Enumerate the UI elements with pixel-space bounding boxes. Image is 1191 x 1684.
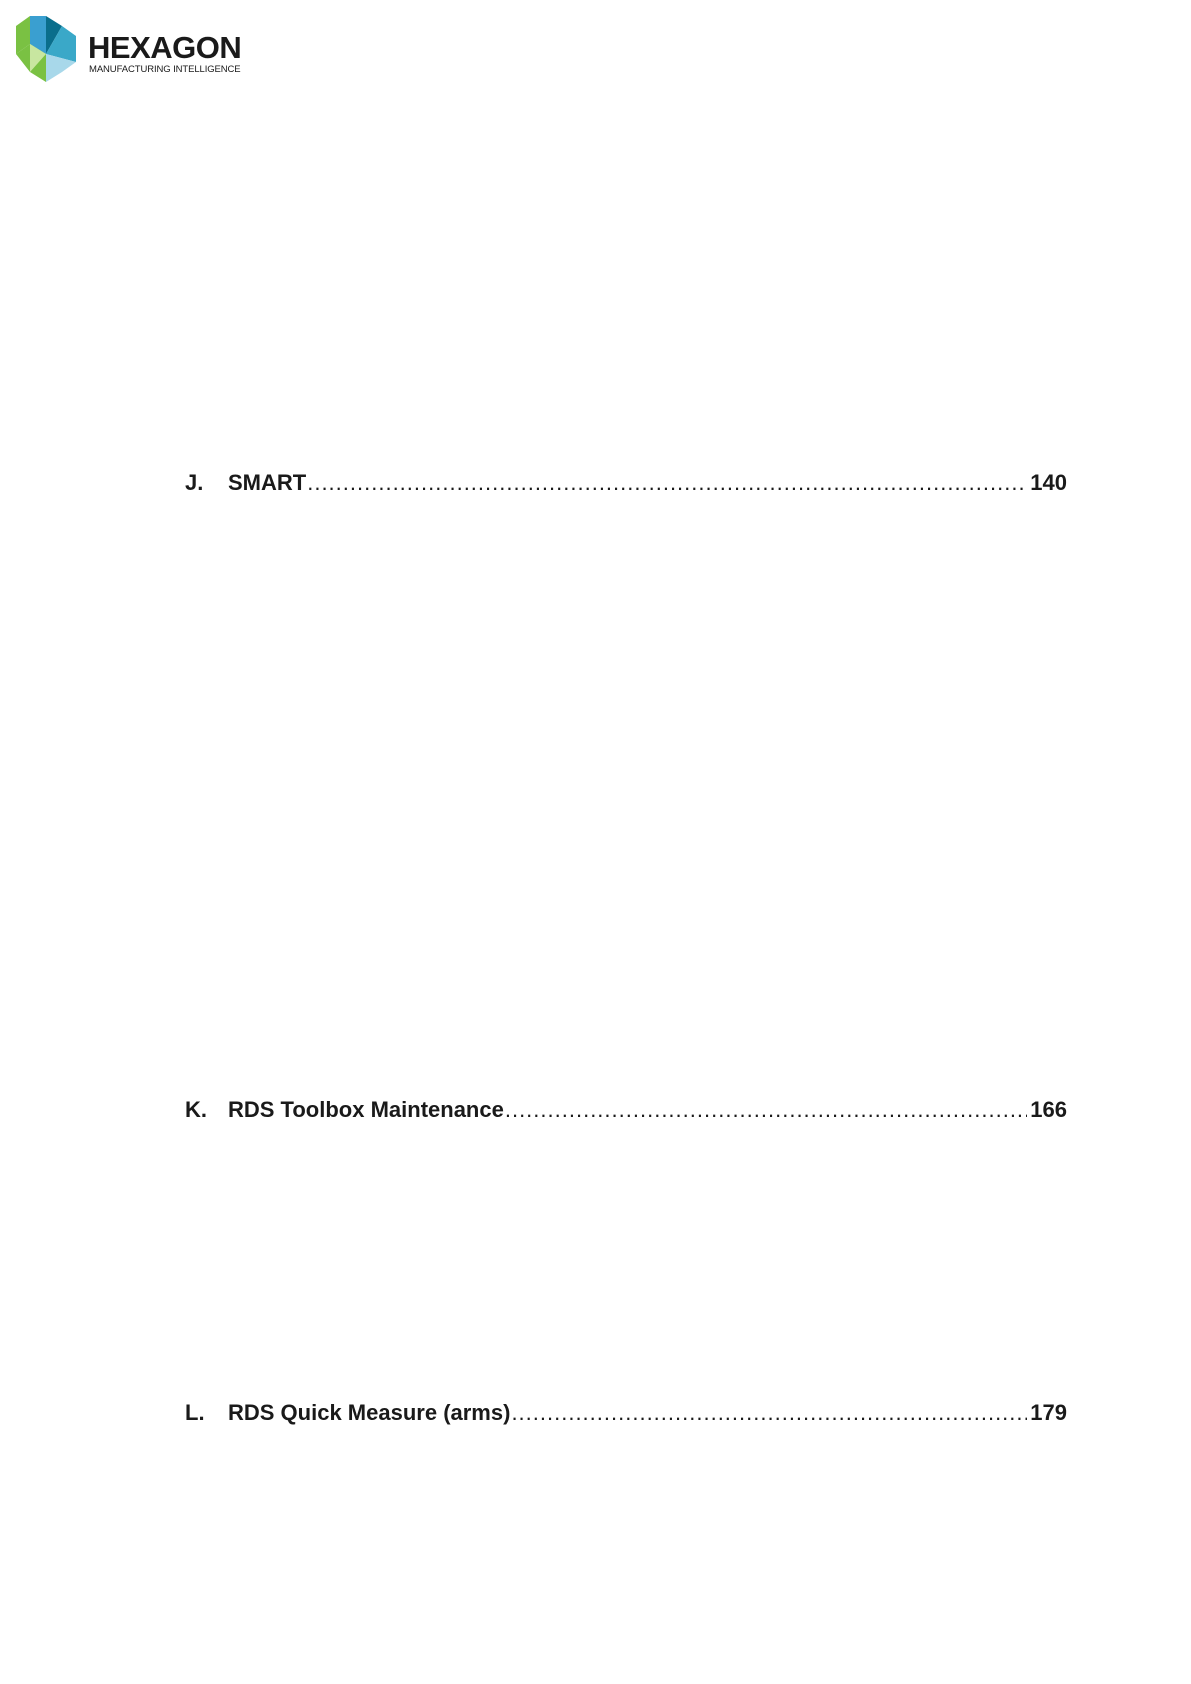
toc-entry[interactable] (185, 1097, 1067, 1127)
hexagon-logo-icon (16, 16, 76, 82)
toc-entry-letter: L. (185, 1400, 205, 1425)
toc-dot-leader (505, 1097, 1027, 1123)
toc-entry-letter: J. (185, 470, 204, 495)
toc-dot-leader (511, 1400, 1027, 1426)
hexagon-logo (16, 16, 242, 84)
toc-entry[interactable] (185, 1400, 1067, 1430)
toc-entry-page: 179 (1030, 1400, 1067, 1425)
toc-entry-title: RDS Quick Measure (arms) (228, 1400, 511, 1425)
toc-entry-page: 140 (1030, 470, 1067, 495)
logo-wordmark: HEXAGON (88, 30, 242, 65)
toc-entry-letter: K. (185, 1097, 207, 1122)
toc-entry-title: SMART (228, 470, 307, 495)
toc-dot-leader (307, 470, 1027, 496)
toc-entry[interactable] (185, 470, 1067, 500)
toc-entry-title: RDS Toolbox Maintenance (228, 1097, 504, 1122)
toc-entry-page: 166 (1030, 1097, 1067, 1122)
logo-tagline: MANUFACTURING INTELLIGENCE (89, 64, 241, 75)
